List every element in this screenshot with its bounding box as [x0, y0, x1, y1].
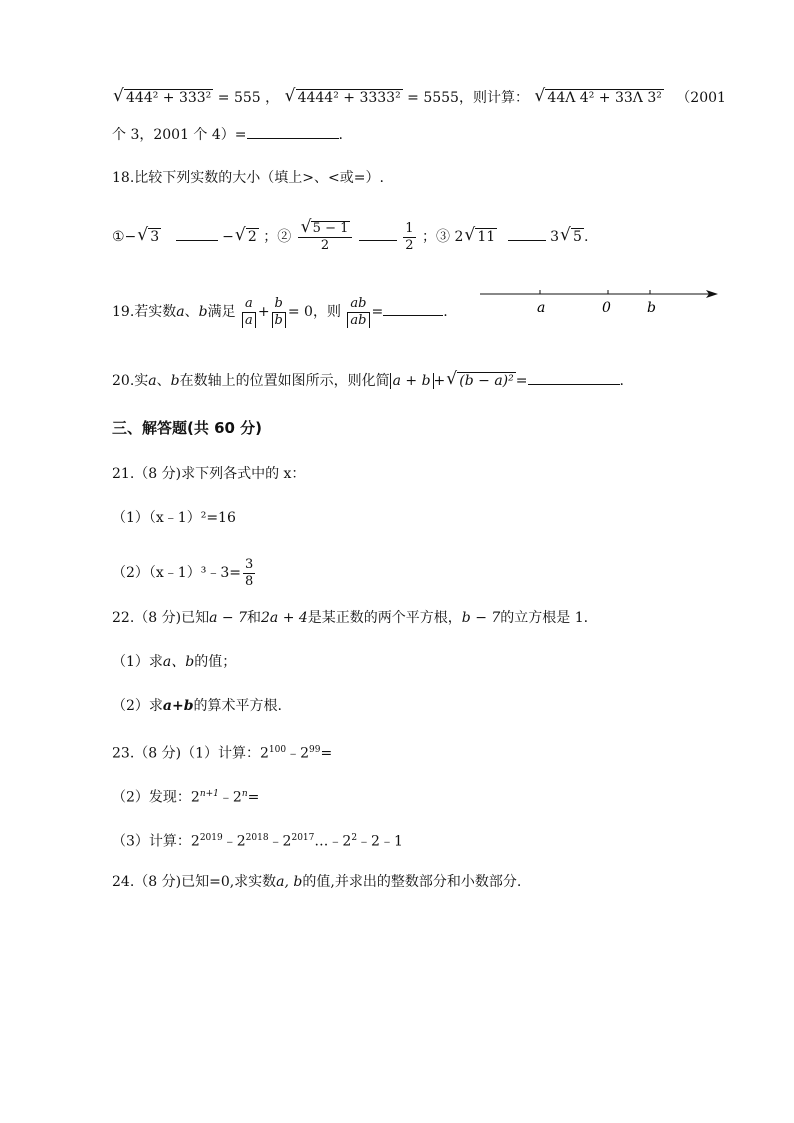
fraction: $\frac{b}{b}$ [272, 296, 286, 329]
q18-title: 18.比较下列实数的大小（填上>、<或=）. [112, 170, 384, 186]
sqrt-expr-1: √ 444² + 333² [114, 88, 213, 108]
fraction: $\frac{3}{8}$ [244, 556, 254, 589]
number-line [478, 284, 724, 320]
sqrt-expr-2: √ 4444² + 3333² [286, 88, 403, 108]
fraction: √ $\frac{5 - 1}{2}$ [298, 221, 353, 254]
q21-part2: （2）（x﹣1）³﹣3= $\frac{3}{8}$ [112, 556, 254, 589]
q18-items: ①−√ 3 −√ 2 ；② √ $\frac{5 - 1}{2}$ $\frac{1}{2}$ ；③ 2√ 11 3√ 5 . [112, 220, 588, 254]
answer-blank[interactable] [247, 124, 339, 139]
q17-line1: √ 444² + 333² = 555 ， √ 4444² + 3333² = 5555，则计算： √ 44Λ 4² + 33Λ 3² （2001 [112, 88, 726, 108]
answer-blank[interactable] [176, 226, 218, 241]
q19-line: 19.若实数a、b满足 $\frac{a}{a}$ + $\frac{b}{b}$ = 0，则 $\frac{ab}{ab}$ = . [112, 295, 448, 328]
q22-part1: （1）求a、b的值； [112, 654, 237, 670]
q20-line: 20.实a、b在数轴上的位置如图所示，则化简 a + b +√ (b − a)² = . [112, 370, 624, 391]
answer-blank[interactable] [383, 301, 443, 316]
fraction: $\frac{ab}{ab}$ [347, 296, 369, 329]
q23-part1: 23.（8 分)（1）计算：$2^{100}﹣2^{99}=$ [112, 745, 333, 762]
q21-part1: （1）（x﹣1）²=16 [112, 510, 236, 526]
sqrt-expr-3: √ 44Λ 4² + 33Λ 3² [535, 88, 663, 108]
answer-blank[interactable] [528, 370, 620, 385]
label-zero: 0 [602, 300, 611, 316]
answer-blank[interactable] [359, 226, 397, 241]
q21-title: 21.（8 分)求下列各式中的 x： [112, 466, 306, 482]
answer-blank[interactable] [508, 226, 546, 241]
q23-part2: （2）发现：$2^{n+1}﹣2^n=$ [112, 789, 260, 806]
q24-line: 24.（8 分)已知=0,求实数a, b的值,并求出的整数部分和小数部分. [112, 874, 522, 890]
fraction: $\frac{a}{a}$ [242, 296, 256, 329]
label-b: b [647, 300, 656, 316]
q23-part3: （3）计算：$2^{2019}﹣2^{2018}﹣2^{2017}\dots﹣2^2﹣2﹣1$ [112, 833, 403, 850]
section-heading: 三、解答题(共 60 分) [112, 419, 263, 437]
q17-line2: 个 3，2001 个 4）= . [112, 124, 343, 145]
q22-title: 22.（8 分)已知a − 7和2a + 4是某正数的两个平方根，b − 7的立方根是 1. [112, 610, 589, 626]
label-a: a [537, 300, 546, 316]
q22-part2: （2）求a+b的算术平方根. [112, 698, 282, 714]
fraction: $\frac{1}{2}$ [405, 220, 414, 253]
